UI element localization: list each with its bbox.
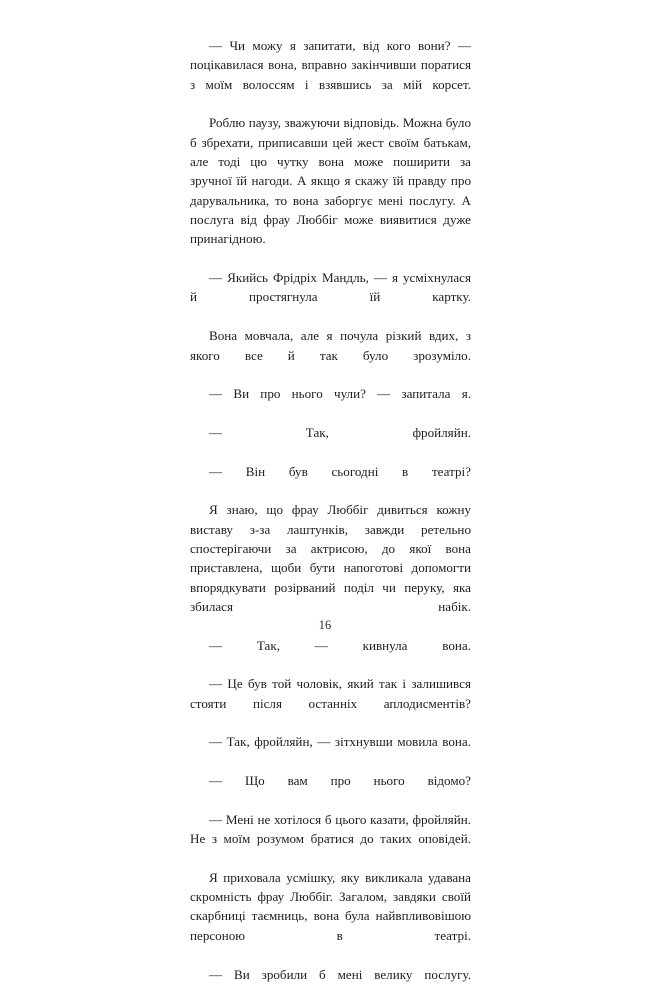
- paragraph: — Якийсь Фрідріх Мандль, — я усміхнулася й простягнула їй картку.: [190, 268, 471, 326]
- paragraph: Я приховала усмішку, яку викликала удавана скромність фрау Люббіг. Загалом, завдяки своїй скарбниці таємниць, вона була найвпливовішою персоною в театрі.: [190, 868, 471, 965]
- paragraph: — Ви про нього чули? — запитала я.: [190, 384, 471, 423]
- paragraph: — Так, фройляйн.: [190, 423, 471, 462]
- paragraph: — Ви зробили б мені велику послугу.: [190, 965, 471, 1003]
- paragraph: — Так, фройляйн, — зітхнувши мовила вона.: [190, 732, 471, 771]
- page-number: 16: [0, 617, 650, 633]
- paragraph: — Мені не хотілося б цього казати, фройляйн. Не з моїм розумом братися до таких оповідей.: [190, 810, 471, 868]
- body-text-column: [190, 36, 471, 1003]
- paragraph: — Це був той чоловік, який так і залишився стояти після останніх аплодисментів?: [190, 674, 471, 732]
- paragraph: — Що вам про нього відомо?: [190, 771, 471, 810]
- paragraph: Я знаю, що фрау Люббіг дивиться кожну виставу з-за лаштунків, завжди ретельно спостерігаючи за актрисою, до якої вона приставлена, щоби бути напоготові допомогти впорядкувати розірваний поділ чи перуку, яка збилася набік.: [190, 500, 471, 635]
- paragraph: — Він був сьогодні в театрі?: [190, 462, 471, 501]
- paragraph: Роблю паузу, зважуючи відповідь. Можна було б збрехати, приписавши цей жест своїм батькам, але тоді цю чутку вона може поширити за зручної їй нагоди. А якщо я скажу їй правду про дарувальника, то вона заборгує мені послугу. А послуга від фрау Люббіг може виявитися дуже принагідною.: [190, 113, 471, 268]
- paragraph: Вона мовчала, але я почула різкий вдих, з якого все й так було зрозуміло.: [190, 326, 471, 384]
- paragraph: — Чи можу я запитати, від кого вони? — поцікавилася вона, вправно закінчивши поратися з моїм волоссям і взявшись за мій корсет.: [190, 36, 471, 113]
- paragraph: — Так, — кивнула вона.: [190, 636, 471, 675]
